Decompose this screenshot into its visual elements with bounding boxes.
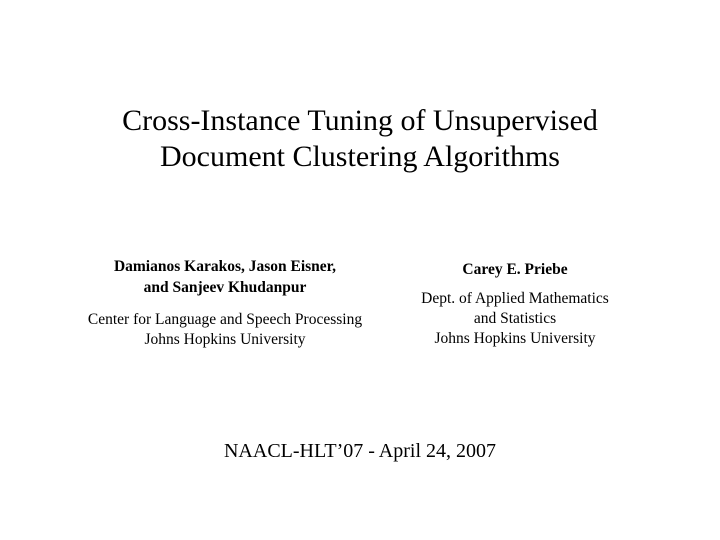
right-author-block <box>395 259 635 349</box>
left-affiliation <box>60 310 390 350</box>
right-affiliation-line-2: and Statistics <box>473 310 557 327</box>
right-affiliation <box>395 289 635 349</box>
title-line-2: Document Clustering Algorithms <box>160 140 560 173</box>
right-affiliation-line-3: Johns Hopkins University <box>434 330 596 347</box>
right-author-name <box>395 259 635 280</box>
right-author-name-line: Carey E. Priebe <box>462 261 568 278</box>
venue-date: NAACL-HLT’07 - April 24, 2007 <box>223 440 497 462</box>
left-affiliation-line-2: Johns Hopkins University <box>144 331 306 348</box>
left-affiliation-line-1: Center for Language and Speech Processing <box>87 311 363 328</box>
left-author-block <box>60 256 390 350</box>
left-author-names <box>60 256 390 298</box>
right-affiliation-line-1: Dept. of Applied Mathematics <box>421 290 609 307</box>
slide-title <box>60 103 660 175</box>
left-author-names-line-1: Damianos Karakos, Jason Eisner, <box>113 258 337 275</box>
left-author-names-line-2: and Sanjeev Khudanpur <box>143 279 307 296</box>
title-line-1: Cross-Instance Tuning of Unsupervised <box>122 104 598 137</box>
